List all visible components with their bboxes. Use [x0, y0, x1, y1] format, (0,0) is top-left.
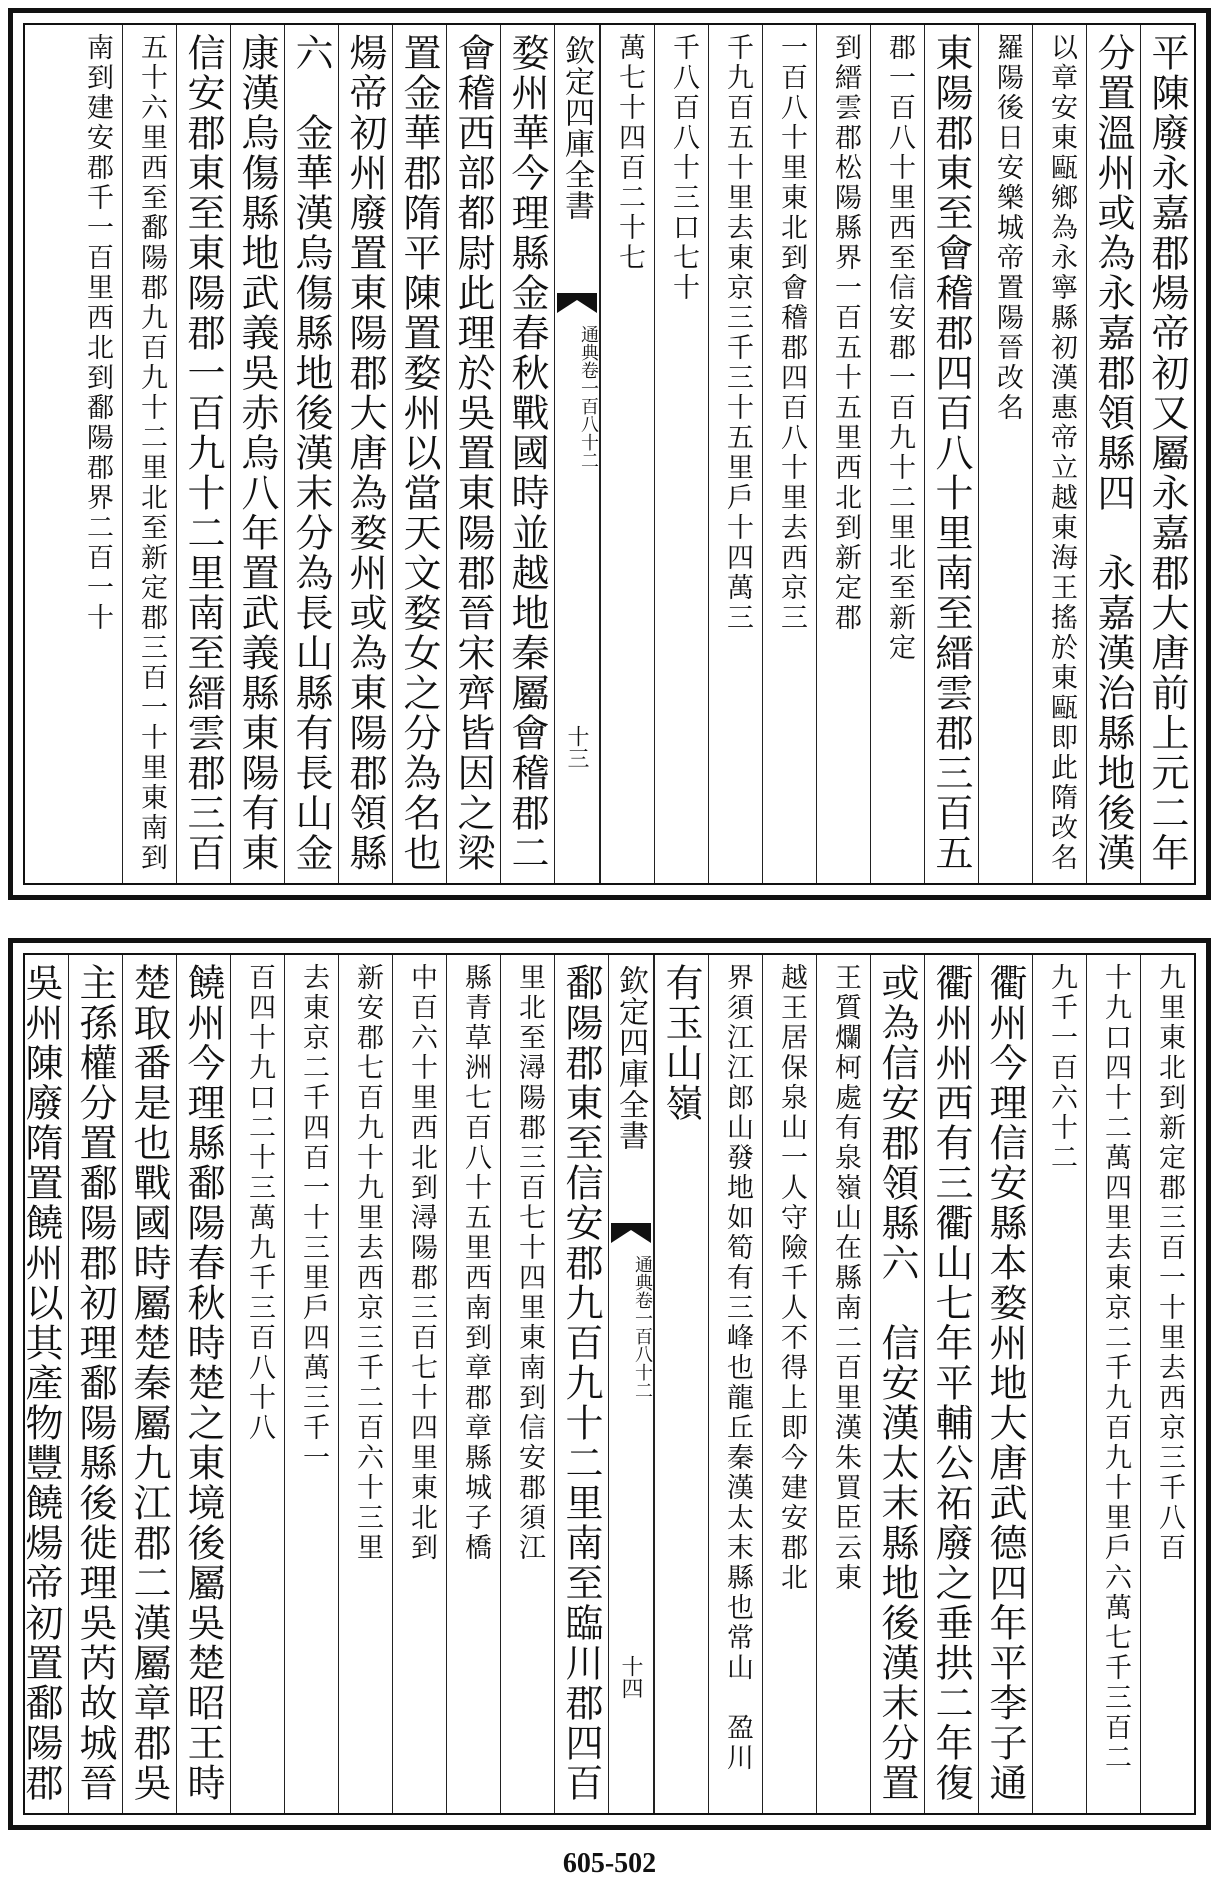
text-column: [870, 25, 924, 883]
column-text: 衢州今理信安縣本婺州地大唐武德四年平李子通: [983, 963, 1027, 1803]
text-column: [1032, 955, 1086, 1813]
lower-page: [8, 938, 1211, 1830]
text-column: [708, 25, 762, 883]
header-title: 欽定四庫全書: [613, 965, 648, 1151]
column-text: 信安郡東至東陽郡一百九十二里南至縉雲郡三百: [181, 33, 225, 873]
text-column: [1032, 25, 1086, 883]
folio-number: 十四: [618, 1655, 643, 1699]
column-text: 煬帝初州廢置東陽郡大唐為婺州或為東陽郡領縣: [343, 33, 387, 873]
column-text: 里北至潯陽郡三百七十四里東南到信安郡須江: [514, 963, 545, 1563]
column-text: 越王居保泉山一人守險千人不得上即今建安郡北: [776, 963, 807, 1593]
center-band: [554, 25, 600, 883]
column-text: 平陳廢永嘉郡煬帝初又屬永嘉郡大唐前上元二年: [1145, 33, 1189, 873]
text-column: [654, 25, 708, 883]
center-band: [608, 955, 654, 1813]
column-text: 以章安東甌鄉為永寧縣初漢惠帝立越東海王搖於東甌即此隋改名: [1046, 33, 1077, 873]
text-column: [816, 25, 870, 883]
text-column: [1086, 25, 1140, 883]
text-column: [500, 25, 554, 883]
text-column: [392, 25, 446, 883]
column-text: 婺州華今理縣金春秋戰國時並越地秦屬會稽郡二: [505, 33, 549, 873]
fish-tail-mark: [611, 1223, 651, 1243]
column-text: 五十六里西至鄱陽郡九百九十二里北至新定郡三百一十里東南到: [136, 33, 167, 873]
text-column: [176, 25, 230, 883]
column-text: 會稽西部都尉此理於吳置東陽郡晉宋齊皆因之梁: [451, 33, 495, 873]
text-column: [554, 955, 608, 1813]
column-text: 去東京二千四百一十三里戶四萬三千一: [298, 963, 329, 1473]
column-text: 東陽郡東至會稽郡四百八十里南至縉雲郡三百五: [929, 33, 973, 873]
chapter-label: 通典卷一百八十二: [632, 1255, 653, 1399]
column-text: 縣青草洲七百八十五里西南到章郡章縣城子橋: [460, 963, 491, 1563]
column-text: 置金華郡隋平陳置婺州以當天文婺女之分為名也: [397, 33, 441, 873]
column-text: 羅陽後日安樂城帝置陽晉改名: [992, 33, 1023, 423]
text-column: [14, 955, 68, 1813]
text-column: [870, 955, 924, 1813]
text-column: [924, 25, 978, 883]
text-column: [122, 955, 176, 1813]
text-column: [338, 25, 392, 883]
column-text: 六 金華漢烏傷縣地後漢末分為長山縣有長山金: [289, 33, 333, 873]
upper-page-frame: [23, 23, 1196, 885]
text-column: [338, 955, 392, 1813]
column-text: 界須江江郎山發地如筍有三峰也龍丘秦漢太末縣也常山 盈川: [722, 963, 753, 1773]
chapter-label: 通典卷一百八十二: [578, 325, 599, 469]
lower-page-columns: [19, 955, 1194, 1813]
page-number-footer: 605-502: [562, 1848, 657, 1879]
column-text: 千九百五十里去東京三千三十五里戶十四萬三: [722, 33, 753, 633]
text-column: [978, 955, 1032, 1813]
header-title: 欽定四庫全書: [559, 35, 594, 221]
text-column: [762, 25, 816, 883]
column-text: 九千一百六十二: [1046, 963, 1077, 1173]
text-column: [122, 25, 176, 883]
text-column: [762, 955, 816, 1813]
column-text: 王質爛柯處有泉嶺山在縣南二百里漢朱買臣云東: [830, 963, 861, 1593]
text-column: [1140, 955, 1194, 1813]
column-text: 吳州陳廢隋置饒州以其產物豐饒煬帝初置鄱陽郡: [19, 963, 63, 1803]
column-text: 新安郡七百九十九里去西京三千二百六十三里: [352, 963, 383, 1563]
column-text: 衢州州西有三衢山七年平輔公祏廢之垂拱二年復: [929, 963, 973, 1803]
column-text: 中百六十里西北到潯陽郡三百七十四里東北到: [406, 963, 437, 1563]
text-column: [284, 955, 338, 1813]
column-text: 百四十九口二十三萬九千三百八十八: [244, 963, 275, 1443]
column-text: 楚取番是也戰國時屬楚秦屬九江郡二漢屬章郡吳: [127, 963, 171, 1803]
text-column: [230, 25, 284, 883]
text-column: [68, 25, 122, 883]
text-column: [284, 25, 338, 883]
column-text: 到縉雲郡松陽縣界一百五十五里西北到新定郡: [830, 33, 861, 633]
text-column: [68, 955, 122, 1813]
text-column: [600, 25, 654, 883]
text-column: [446, 955, 500, 1813]
column-text: 饒州今理縣鄱陽春秋時楚之東境後屬吳楚昭王時: [181, 963, 225, 1803]
text-column: [392, 955, 446, 1813]
column-text: 鄱陽郡東至信安郡九百九十二里南至臨川郡四百: [559, 963, 603, 1803]
column-text: 十九口四十二萬四里去東京二千九百九十里戶六萬七千三百二: [1100, 963, 1131, 1773]
upper-page-columns: [25, 25, 1194, 883]
lower-page-frame: [19, 953, 1196, 1815]
column-text: 主孫權分置鄱陽郡初理鄱陽縣後徙理吳芮故城晉: [73, 963, 117, 1803]
text-column: [708, 955, 762, 1813]
column-text: 萬七十四百二十七: [614, 33, 645, 273]
text-column: [1140, 25, 1194, 883]
text-column: [446, 25, 500, 883]
column-text: 南到建安郡千一百里西北到鄱陽郡界二百一十: [82, 33, 113, 633]
text-column: [500, 955, 554, 1813]
column-text: 千八百八十三口七十: [668, 33, 699, 303]
column-text: 有玉山嶺: [659, 963, 703, 1123]
folio-number: 十三: [564, 725, 589, 769]
fish-tail-mark: [557, 293, 597, 313]
column-text: 郡一百八十里西至信安郡一百九十二里北至新定: [884, 33, 915, 663]
column-text: 康漢烏傷縣地武義吳赤烏八年置武義縣東陽有東: [235, 33, 279, 873]
text-column: [176, 955, 230, 1813]
text-column: [978, 25, 1032, 883]
text-column: [1086, 955, 1140, 1813]
column-text: 一百八十里東北到會稽郡四百八十里去西京三: [776, 33, 807, 633]
text-column: [654, 955, 708, 1813]
column-text: 分置溫州或為永嘉郡領縣四 永嘉漢治縣地後漢: [1091, 33, 1135, 873]
column-text: 或為信安郡領縣六 信安漢太末縣地後漢末分置: [875, 963, 919, 1803]
text-column: [816, 955, 870, 1813]
upper-page: [8, 8, 1211, 900]
text-column: [230, 955, 284, 1813]
text-column: [924, 955, 978, 1813]
column-text: 九里東北到新定郡三百一十里去西京三千八百: [1154, 963, 1185, 1563]
